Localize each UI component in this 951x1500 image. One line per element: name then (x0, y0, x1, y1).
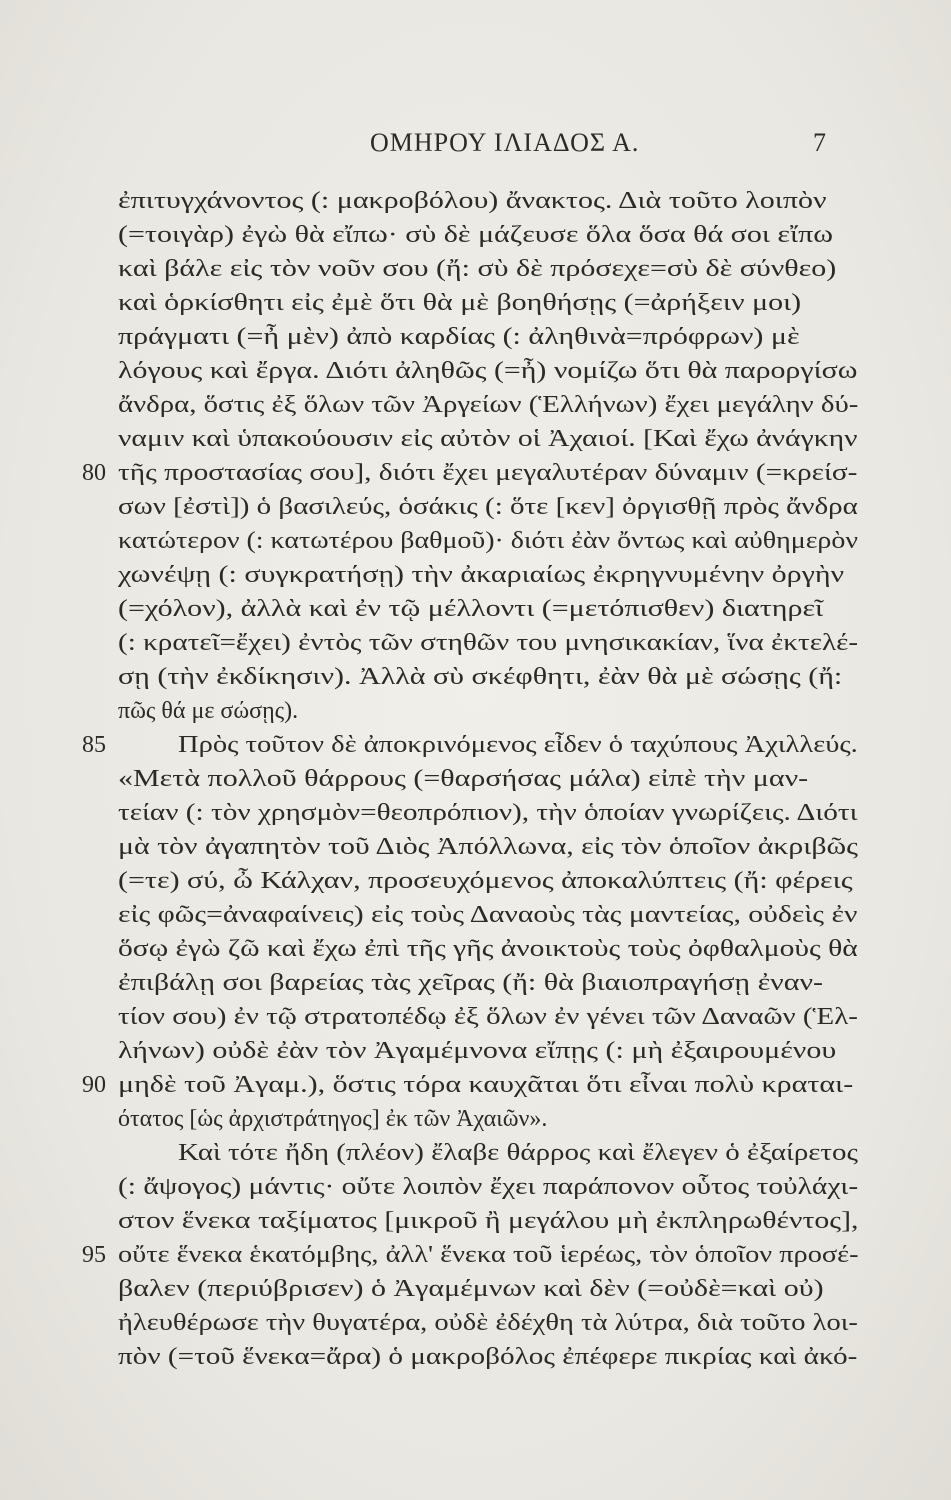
text-line: «Μετὰ πολλοῦ θάρρους (=θαρσήσας μάλα) εἰπὲ τὴν μαν- (118, 766, 809, 792)
text-line: μὰ τὸν ἀγαπητὸν τοῦ Διὸς Ἀπόλλωνα, εἰς τὸν ὁποῖον ἀκριβῶς (118, 834, 858, 860)
text-line: σῃ (τὴν ἐκδίκησιν). Ἀλλὰ σὺ σκέφθητι, ἐὰν θὰ μὲ σώσῃς (ἤ: (118, 664, 843, 690)
text-line: (=τε) σύ, ὦ Κάλχαν, προσευχόμενος ἀποκαλύπτεις (ἤ: φέρεις (118, 868, 853, 894)
text-line: Πρὸς τοῦτον δὲ ἀποκρινόμενος εἶδεν ὁ ταχύπους Ἀχιλλεύς. (178, 732, 858, 758)
line-number-80: 80 (82, 460, 106, 486)
text-line: ὅσῳ ἐγὼ ζῶ καὶ ἔχω ἐπὶ τῆς γῆς ἀνοικτοὺς τοὺς ὀφθαλμοὺς θὰ (118, 936, 858, 962)
text-line: (=χόλον), ἀλλὰ καὶ ἐν τῷ μέλλοντι (=μετόπισθεν) διατηρεῖ (118, 596, 824, 622)
text-line: λόγους καὶ ἔργα. Διότι ἀληθῶς (=ἦ) νομίζω ὅτι θὰ παροργίσω (118, 358, 858, 384)
text-line: ἠλευθέρωσε τὴν θυγατέρα, οὐδὲ ἐδέχθη τὰ λύτρα, διὰ τοῦτο λοι- (118, 1310, 858, 1336)
text-line: εἰς φῶς=ἀναφαίνεις) εἰς τοὺς Δαναοὺς τὰς μαντείας, οὐδεὶς ἐν (118, 902, 858, 928)
text-line: ἐπιβάλῃ σοι βαρείας τὰς χεῖρας (ἤ: θὰ βιαιοπραγήσῃ ἐναν- (118, 970, 823, 996)
text-line: ἐπιτυγχάνοντος (: μακροβόλου) ἄνακτος. Διὰ τοῦτο λοιπὸν (118, 188, 827, 214)
text-line: τίον σου) ἐν τῷ στρατοπέδῳ ἐξ ὅλων ἐν γένει τῶν Δαναῶν (Ἑλ- (118, 1004, 858, 1030)
text-line: ναμιν καὶ ὑπακούουσιν εἰς αὐτὸν οἱ Ἀχαιοί. [Καὶ ἔχω ἀνάγκην (118, 426, 858, 452)
text-line: μηδὲ τοῦ Ἀγαμ.), ὅστις τόρα καυχᾶται ὅτι εἶναι πολὺ κραται- (118, 1072, 854, 1098)
text-line: καὶ βάλε εἰς τὸν νοῦν σου (ἤ: σὺ δὲ πρόσεχε=σὺ δὲ σύνθεο) (118, 256, 837, 282)
line-number-85: 85 (82, 732, 106, 758)
text-line: Καὶ τότε ἤδη (πλέον) ἔλαβε θάρρος καὶ ἔλεγεν ὁ ἐξαίρετος (178, 1140, 858, 1166)
text-line: χωνέψῃ (: συγκρατήσῃ) τὴν ἀκαριαίως ἐκρηγνυμένην ὀργὴν (118, 562, 845, 588)
text-line: βαλεν (περιύβρισεν) ὁ Ἀγαμέμνων καὶ δὲν (=οὐδὲ=καὶ οὐ) (118, 1276, 824, 1302)
line-number-95: 95 (82, 1242, 106, 1268)
text-line: ἄνδρα, ὅστις ἐξ ὅλων τῶν Ἀργείων (Ἑλλήνων) ἔχει μεγάλην δύ- (118, 392, 859, 418)
text-line: (: κρατεῖ=ἔχει) ἐντὸς τῶν στηθῶν του μνησικακίαν, ἵνα ἐκτελέ- (118, 630, 859, 656)
text-line: τείαν (: τὸν χρησμὸν=θεοπρόπιον), τὴν ὁποίαν γνωρίζεις. Διότι (118, 800, 858, 826)
page-header (0, 128, 951, 162)
text-line: στον ἕνεκα ταξίματος [μικροῦ ἢ μεγάλου μὴ ἐκπληρωθέντος], (118, 1208, 859, 1234)
text-line: τῆς προστασίας σου], διότι ἔχει μεγαλυτέραν δύναμιν (=κρείσ- (118, 460, 858, 486)
text-line: καὶ ὁρκίσθητι εἰς ἐμὲ ὅτι θὰ μὲ βοηθήσῃς (=ἀρήξειν μοι) (118, 290, 802, 316)
text-line: πῶς θά με σώσῃς). (118, 698, 299, 724)
running-title: ΟΜΗΡΟΥ ΙΛΙΑΔΟΣ Α. (370, 128, 640, 157)
text-line: ότατος [ὡς ἀρχιστράτηγος] ἐκ τῶν Ἀχαιῶν». (118, 1106, 548, 1132)
text-line: σων [ἐστὶ]) ὁ βασιλεύς, ὁσάκις (: ὅτε [κεν] ὀργισθῇ πρὸς ἄνδρα (118, 494, 858, 520)
text-line: λήνων) οὐδὲ ἐὰν τὸν Ἀγαμέμνονα εἴπῃς (: μὴ ἐξαιρουμένου (118, 1038, 837, 1064)
text-line: πράγματι (=ἦ μὲν) ἀπὸ καρδίας (: ἀληθινὰ=πρόφρων) μὲ (118, 324, 800, 350)
text-line: (: ἄψογος) μάντις· οὔτε λοιπὸν ἔχει παράπονον οὗτος τοὐλάχι- (118, 1174, 859, 1200)
text-line: οὔτε ἕνεκα ἑκατόμβης, ἀλλ' ἕνεκα τοῦ ἱερέως, τὸν ὁποῖον προσέ- (118, 1242, 859, 1268)
text-line: πὸν (=τοῦ ἕνεκα=ἄρα) ὁ μακροβόλος ἐπέφερε πικρίας καὶ ἀκό- (118, 1344, 858, 1370)
text-line: κατώτερον (: κατωτέρου βαθμοῦ)· διότι ἐὰν ὄντως καὶ αὐθημερὸν (118, 528, 858, 554)
page-number: 7 (813, 128, 826, 157)
text-line: (=τοιγὰρ) ἐγὼ θὰ εἴπω· σὺ δὲ μάζευσε ὅλα ὅσα θά σοι εἴπω (118, 222, 833, 248)
line-number-90: 90 (82, 1072, 106, 1098)
